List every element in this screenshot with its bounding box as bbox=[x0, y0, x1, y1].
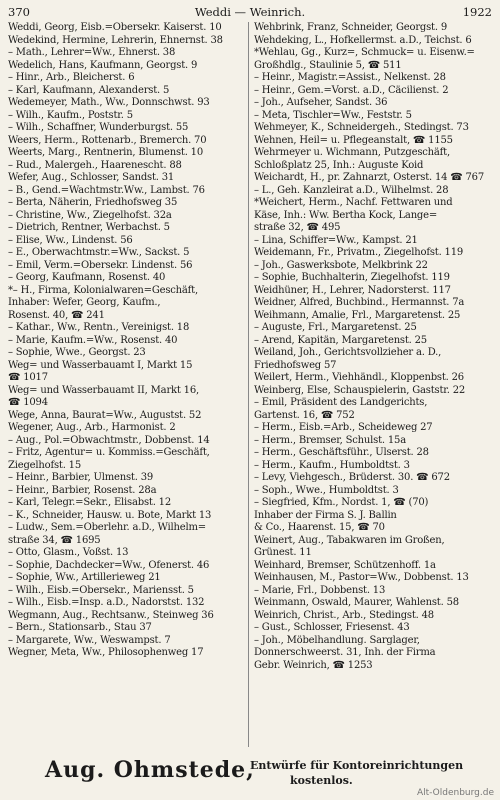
directory-entry-line: – Lina, Schiffer=Ww., Kampst. 21 bbox=[254, 234, 418, 246]
directory-entry-line: Wefer, Aug., Schlosser, Sandst. 31 bbox=[8, 172, 175, 183]
directory-entry-line: Wedemeyer, Math., Ww., Donnschwst. 93 bbox=[8, 97, 210, 108]
directory-entry-line: – Otto, Glasm., Voßst. 13 bbox=[8, 547, 129, 558]
directory-entry-line: – Emil, Verm.=Obersekr. Lindenst. 56 bbox=[8, 259, 193, 271]
directory-entry-line: – Margarete, Ww., Weswampst. 7 bbox=[8, 634, 171, 646]
directory-entry-line: – L., Geh. Kanzleirat a.D., Wilhelmst. 28 bbox=[254, 184, 449, 196]
directory-entry-line: – Karl, Kaufmann, Alexanderst. 5 bbox=[8, 84, 170, 96]
directory-entry-line: – Marie, Frl., Dobbenst. 13 bbox=[254, 584, 386, 596]
directory-entry-line: & Co., Haarenst. 15, ☎ 70 bbox=[254, 522, 385, 533]
directory-entry-line: Großhdlg., Staulinie 5, ☎ 511 bbox=[254, 59, 402, 71]
advertiser-name: Aug. Ohmstede, bbox=[45, 757, 255, 783]
directory-entry-line: Weidner, Alfred, Buchbind., Hermannst. 7a bbox=[254, 297, 465, 308]
directory-entry-line: – Sophie, Dachdecker=Ww., Ofenerst. 46 bbox=[8, 559, 210, 571]
directory-entry-line: Inhaber: Wefer, Georg, Kaufm., bbox=[8, 297, 161, 308]
directory-entry-line: Gebr. Weinrich, ☎ 1253 bbox=[254, 659, 373, 671]
directory-entry-line: straße 34, ☎ 1695 bbox=[8, 534, 101, 546]
directory-entry-line: Weinrich, Christ., Arb., Stedingst. 48 bbox=[254, 609, 434, 621]
directory-entry-line: – Joh., Gaswerksbote, Melkbrink 22 bbox=[254, 259, 428, 271]
directory-entry-line: – Sophie, Buchhalterin, Ziegelhofst. 119 bbox=[254, 272, 450, 283]
directory-entry-line: Wehmeyer, K., Schneidergeh., Stedingst. 73 bbox=[254, 122, 469, 133]
directory-entry-line: Weidemann, Fr., Privatm., Ziegelhofst. 119 bbox=[254, 247, 464, 258]
directory-entry-line: *– H., Firma, Kolonialwaren=Geschäft, bbox=[8, 284, 198, 296]
directory-entry-line: – E., Oberwachtmstr.=Ww., Sackst. 5 bbox=[8, 247, 190, 258]
directory-entry-line: – Heinr., Gem.=Vorst. a.D., Cäcilienst. 2 bbox=[254, 84, 449, 96]
directory-entry-line: – Heinr., Magistr.=Assist., Nelkenst. 28 bbox=[254, 72, 446, 83]
left-column bbox=[8, 22, 247, 660]
directory-entry-line: – Heinr., Barbier, Rosenst. 28a bbox=[8, 484, 157, 496]
directory-entry-line: – Fritz, Agentur= u. Kommiss.=Geschäft, bbox=[8, 447, 210, 458]
directory-entry-line: Wehbrink, Franz, Schneider, Georgst. 9 bbox=[254, 22, 447, 33]
directory-entry-line: Wedelich, Hans, Kaufmann, Georgst. 9 bbox=[8, 59, 198, 71]
directory-entry-line: – Gust., Schlosser, Friesenst. 43 bbox=[254, 622, 410, 633]
directory-entry-line: Gartenst. 16, ☎ 752 bbox=[254, 409, 355, 421]
directory-entry-line: – Math., Lehrer=Ww., Ehnerst. 38 bbox=[8, 47, 176, 58]
directory-entry-line: – Wilh., Kaufm., Poststr. 5 bbox=[8, 109, 133, 121]
directory-entry-line: *Weichert, Herm., Nachf. Fettwaren und bbox=[254, 197, 453, 208]
directory-entry-line: – Kathar., Ww., Rentn., Vereinigst. 18 bbox=[8, 322, 190, 333]
directory-entry-line: Ziegelhofst. 15 bbox=[8, 459, 81, 471]
directory-entry-line: – Christine, Ww., Ziegelhofst. 32a bbox=[8, 209, 172, 221]
directory-entry-line: – B., Gend.=Wachtmstr.Ww., Lambst. 76 bbox=[8, 184, 205, 196]
right-column bbox=[254, 22, 493, 672]
directory-entry-line: – Wilh., Eisb.=Obersekr., Mariensst. 5 bbox=[8, 584, 194, 596]
directory-entry-line: Weinert, Aug., Tabakwaren im Großen, bbox=[254, 534, 445, 546]
advertisement bbox=[45, 755, 465, 793]
directory-entry-line: – Arend, Kapitän, Margaretenst. 25 bbox=[254, 334, 427, 346]
directory-entry-line: Weerts, Marg., Rentnerin, Blumenst. 10 bbox=[8, 147, 204, 158]
directory-entry-line: – Sophie, Wwe., Georgst. 23 bbox=[8, 347, 146, 358]
directory-entry-line: – Ludw., Sem.=Oberlehr. a.D., Wilhelm= bbox=[8, 522, 206, 533]
directory-entry-line: Wege, Anna, Baurat=Ww., Augustst. 52 bbox=[8, 409, 202, 421]
directory-entry-line: – Hinr., Arb., Bleicherst. 6 bbox=[8, 72, 135, 83]
page-number-left: 370 bbox=[8, 5, 30, 19]
directory-entry-line: Inhaber der Firma S. J. Ballin bbox=[254, 509, 397, 521]
directory-entry-line: – Sophie, Ww., Artillerieweg 21 bbox=[8, 572, 161, 583]
directory-entry-line: Weddi, Georg, Eisb.=Obersekr. Kaiserst. 10 bbox=[8, 22, 222, 33]
directory-entry-line: Wegmann, Aug., Rechtsanw., Steinweg 36 bbox=[8, 609, 214, 621]
directory-entry-line: Weichardt, H., pr. Zahnarzt, Osterst. 14 ☎ 767 bbox=[254, 172, 484, 183]
column-divider bbox=[248, 22, 249, 747]
directory-entry-line: – Herm., Eisb.=Arb., Scheideweg 27 bbox=[254, 422, 433, 433]
directory-entry-line: Grünest. 11 bbox=[254, 547, 312, 558]
directory-entry-line: Rosenst. 40, ☎ 241 bbox=[8, 309, 105, 321]
directory-entry-line: *Wehlau, Gg., Kurz=, Schmuck= u. Eisenw.= bbox=[254, 47, 475, 58]
watermark: Alt-Oldenburg.de bbox=[416, 788, 494, 798]
directory-entry-line: Weg= und Wasserbauamt II, Markt 16, bbox=[8, 384, 199, 396]
directory-entry-line: – Elise, Ww., Lindenst. 56 bbox=[8, 234, 133, 246]
directory-entry-line: – Joh., Möbelhandlung. Sarglager, bbox=[254, 634, 420, 646]
directory-entry-line: – Herm., Geschäftsführ., Ulserst. 28 bbox=[254, 447, 429, 458]
directory-entry-line: – Bern., Stationsarb., Stau 37 bbox=[8, 622, 152, 633]
directory-entry-line: Donnerschweerst. 31, Inh. der Firma bbox=[254, 647, 436, 658]
directory-entry-line: Weg= und Wasserbauamt I, Markt 15 bbox=[8, 359, 193, 371]
directory-entry-line: Weinberg, Else, Schauspielerin, Gaststr. 22 bbox=[254, 384, 466, 396]
directory-entry-line: – Herm., Bremser, Schulst. 15a bbox=[254, 434, 406, 446]
directory-entry-line: ☎ 1017 bbox=[8, 372, 48, 383]
directory-entry-line: Wehdeking, L., Hofkellermst. a.D., Teichst. 6 bbox=[254, 34, 472, 46]
directory-entry-line: Weers, Herm., Rottenarb., Bremerch. 70 bbox=[8, 134, 207, 146]
directory-entry-line: – Emil, Präsident des Landgerichts, bbox=[254, 397, 428, 408]
directory-entry-line: Wegner, Meta, Ww., Philosophenweg 17 bbox=[8, 647, 204, 658]
directory-entry-line: – Georg, Kaufmann, Rosenst. 40 bbox=[8, 272, 166, 283]
advertisement-line-2: kostenlos. bbox=[290, 774, 353, 787]
directory-entry-line: – Wilh., Eisb.=Insp. a.D., Nadorstst. 132 bbox=[8, 597, 205, 608]
directory-entry-line: – Heinr., Barbier, Ulmenst. 39 bbox=[8, 472, 154, 483]
directory-entry-line: – Marie, Kaufm.=Ww., Rosenst. 40 bbox=[8, 334, 178, 346]
directory-entry-line: Wehrmeyer u. Wichmann, Putzgeschäft, bbox=[254, 147, 450, 158]
directory-entry-line: – Berta, Näherin, Friedhofsweg 35 bbox=[8, 197, 178, 208]
directory-entry-line: Weinhard, Bremser, Schützenhoff. 1a bbox=[254, 559, 436, 571]
directory-entry-line: Weilert, Herm., Viehhändl., Kloppenbst. 26 bbox=[254, 372, 464, 383]
directory-entry-line: ☎ 1094 bbox=[8, 397, 48, 408]
advertisement-line-1: Entwürfe für Kontoreinrichtungen bbox=[250, 759, 464, 772]
directory-entry-line: Weinmann, Oswald, Maurer, Wahlenst. 58 bbox=[254, 597, 459, 608]
directory-entry-line: Wehnen, Heil= u. Pflegeanstalt, ☎ 1155 bbox=[254, 134, 453, 146]
directory-entry-line: straße 32, ☎ 495 bbox=[254, 222, 341, 233]
directory-entry-line: Käse, Inh.: Ww. Bertha Kock, Lange= bbox=[254, 209, 438, 221]
directory-entry-line: Weihmann, Amalie, Frl., Margaretenst. 25 bbox=[254, 309, 461, 321]
directory-entry-line: – Siegfried, Kfm., Nordst. 1, ☎ (70) bbox=[254, 497, 429, 508]
directory-entry-line: – Wilh., Schaffner, Wunderburgst. 55 bbox=[8, 122, 189, 133]
directory-entry-line: – Rud., Malergeh., Haarenescht. 88 bbox=[8, 159, 182, 171]
page-number-right: 1922 bbox=[462, 5, 492, 19]
directory-entry-line: Wegener, Aug., Arb., Harmonist. 2 bbox=[8, 422, 176, 433]
directory-entry-line: Weidhüner, H., Lehrer, Nadorsterst. 117 bbox=[254, 284, 451, 296]
directory-entry-line: – Dietrich, Rentner, Werbachst. 5 bbox=[8, 222, 170, 233]
directory-entry-line: – Joh., Aufseher, Sandst. 36 bbox=[254, 97, 388, 108]
directory-entry-line: – Meta, Tischler=Ww., Feststr. 5 bbox=[254, 109, 412, 121]
directory-entry-line: – Aug., Pol.=Obwachtmstr., Dobbenst. 14 bbox=[8, 434, 210, 446]
directory-entry-line: – Auguste, Frl., Margaretenst. 25 bbox=[254, 322, 417, 333]
directory-entry-line: – Karl, Telegr.=Sekr., Elisabst. 12 bbox=[8, 497, 171, 508]
directory-entry-line: Schloßplatz 25, Inh.: Auguste Koid bbox=[254, 159, 424, 171]
page-header bbox=[8, 5, 492, 19]
directory-entry-line: – K., Schneider, Hausw. u. Bote, Markt 13 bbox=[8, 509, 212, 521]
directory-entry-line: – Soph., Wwe., Humboldtst. 3 bbox=[254, 484, 399, 496]
directory-entry-line: – Herm., Kaufm., Humboldtst. 3 bbox=[254, 459, 410, 471]
directory-entry-line: Friedhofsweg 57 bbox=[254, 359, 337, 371]
directory-entry-line: Wedekind, Hermine, Lehrerin, Ehnernst. 38 bbox=[8, 34, 223, 46]
running-head: Weddi — Weinrich. bbox=[194, 5, 306, 19]
directory-entry-line: – Levy, Viehgesch., Brüderst. 30. ☎ 672 bbox=[254, 472, 450, 483]
directory-entry-line: Weinhausen, M., Pastor=Ww., Dobbenst. 13 bbox=[254, 572, 469, 583]
directory-entry-line: Weiland, Joh., Gerichtsvollzieher a. D., bbox=[254, 347, 442, 358]
